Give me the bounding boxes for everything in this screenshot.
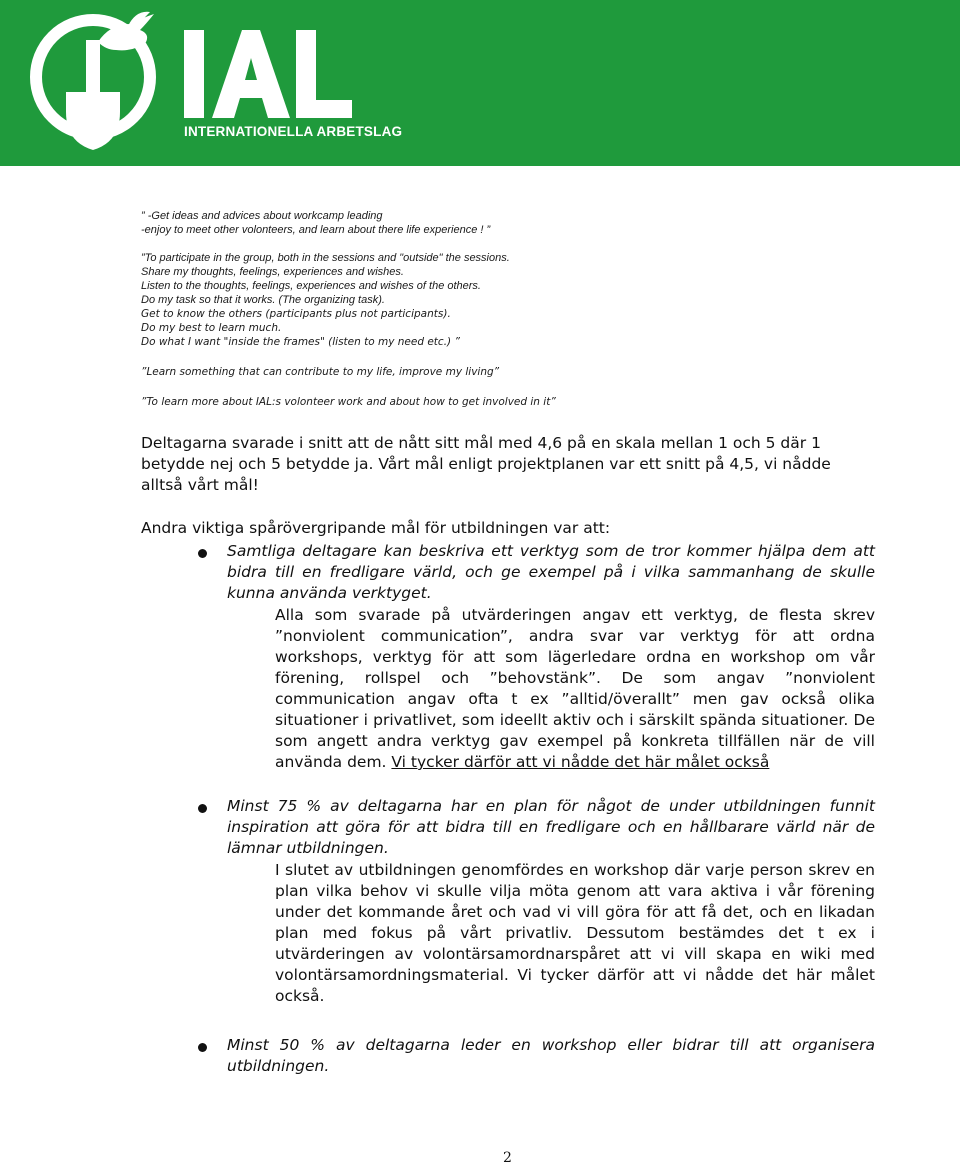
result-1-conclusion: Vi tycker därför att vi nådde det här målet också (391, 753, 770, 771)
bullet-dot (198, 1043, 207, 1052)
bullet-dot (198, 804, 207, 813)
quote-1-line-1: ” -Get ideas and advices about workcamp leading (141, 210, 383, 222)
brand-subtitle: INTERNATIONELLA ARBETSLAG (184, 124, 403, 139)
bullet-goal-3: Minst 50 % av deltagarna leder en workshop eller bidrar till att organisera utbildningen. (227, 1036, 875, 1075)
quote-2-line: Listen to the thoughts, feelings, experiences and wishes of the others. (141, 280, 481, 292)
quote-1-line-2: -enjoy to meet other volonteers, and learn about there life experience ! ” (141, 224, 491, 236)
quote-3: ”Learn something that can contribute to my life, improve my living” (141, 366, 500, 378)
bullet-result-2: I slutet av utbildningen genomfördes en workshop där varje person skrev en plan vilka behov vi skulle vilja möta genom att vara aktiva i vår förening under det kommande året och vad vi vill göra för att få det, och en likadan plan med fokus på vårt privatliv. Dessutom bestämdes det t ex i utvärderingen av volontärsamordnarspåret att vi vill skapa en wiki med volontärsamordningsmaterial. Vi tycker därför att vi nådde det här målet också. (275, 861, 875, 1005)
bullet-dot (198, 549, 207, 558)
quote-2-line: Do what I want "inside the frames" (listen to my need etc.) ” (141, 336, 460, 348)
bullet-result-1 (275, 605, 875, 773)
quote-4: ”To learn more about IAL:s volonteer work and about how to get involved in it” (141, 396, 556, 408)
bullet-goal-2: Minst 75 % av deltagarna har en plan för något de under utbildningen funnit inspiration att göra för att bidra till en fredligare och en hållbarare värld när de lämnar utbildningen. (227, 797, 875, 857)
page-number: 2 (503, 1150, 512, 1166)
quote-2-line: Do my best to learn much. (141, 322, 282, 334)
goals-intro: Andra viktiga spårövergripande mål för utbildningen var att: (141, 519, 611, 537)
summary-paragraph: Deltagarna svarade i snitt att de nått sitt mål med 4,6 på en skala mellan 1 och 5 där 1 betydde nej och 5 betydde ja. Vårt mål enligt projektplanen var ett snitt på 4,5, vi nådde alltså vårt mål! (141, 434, 831, 494)
quote-2-line: Get to know the others (participants plus not participants). (141, 308, 451, 320)
bullet-goal-1: Samtliga deltagare kan beskriva ett verktyg som de tror kommer hjälpa dem att bidra till en fredligare värld, och ge exempel på i vilka sammanhang de skulle kunna använda verktyget. (227, 542, 875, 602)
quote-2-line: Share my thoughts, feelings, experiences and wishes. (141, 266, 404, 278)
header-banner (0, 0, 960, 166)
quote-2-line: ”To participate in the group, both in the sessions and "outside" the sessions. (141, 252, 510, 264)
quote-2-line: Do my task so that it works. (The organizing task). (141, 294, 385, 306)
result-1-text: Alla som svarade på utvärderingen angav ett verktyg, de flesta skrev ”nonviolent communication”, andra svar var verktyg för att ordna workshops, verktyg för att som lägerledare ordna en workshop om vår förening, rollspel och ”behovstänk”. De som angav ”nonviolent communication angav ofta t ex ”alltid/överallt” men gav också olika situationer i privatlivet, som ideellt aktiv och i särskilt spända situationer. De som angett andra verktyg gav exempel på konkreta tillfällen när de vill använda dem. (275, 606, 875, 771)
dove-spade-icon (0, 0, 403, 166)
